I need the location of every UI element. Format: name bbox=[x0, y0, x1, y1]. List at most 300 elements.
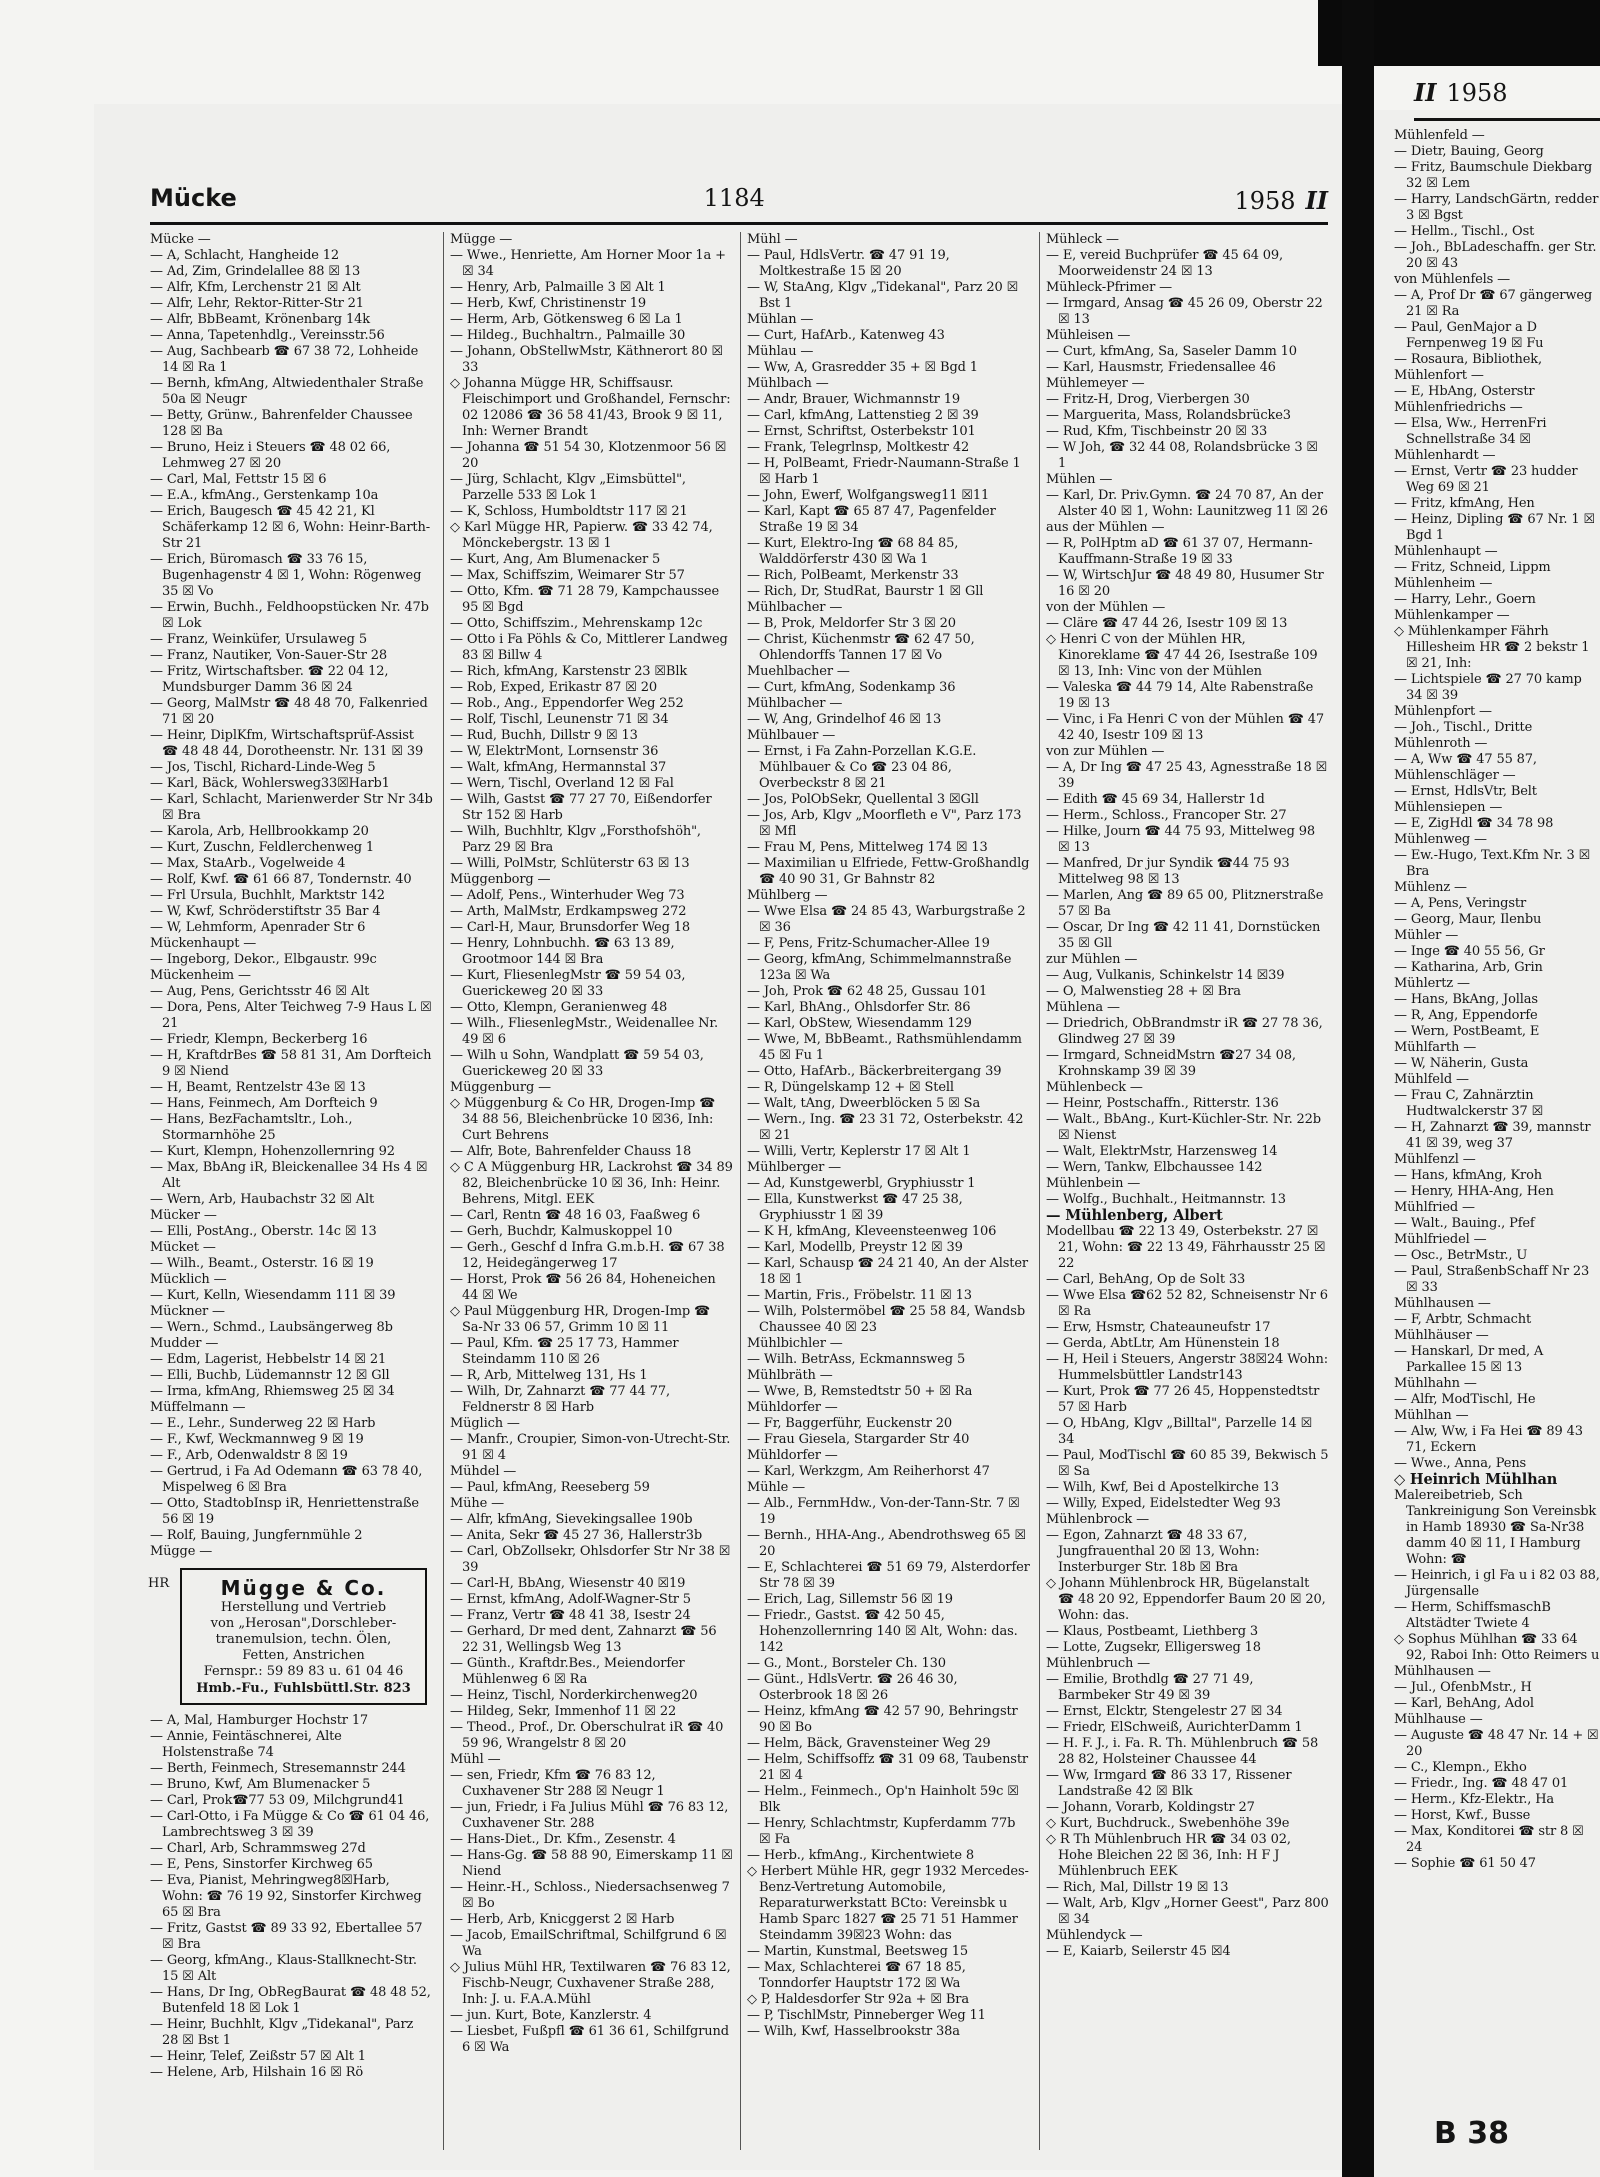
directory-entry: — Dora, Pens, Alter Teichweg 7-9 Haus L ☒ 21 bbox=[150, 1000, 432, 1031]
directory-entry: — Fr, Baggerführ, Euckenstr 20 bbox=[747, 1416, 953, 1431]
directory-entry: — Otto, StadtobInsp iR, Henriettenstraße 56 ☒ 19 bbox=[150, 1496, 419, 1527]
directory-entry: — Rich, PolBeamt, Merkenstr 33 bbox=[747, 568, 959, 583]
directory-entry: — Herb., kfmAng., Kirchentwiete 8 bbox=[747, 1848, 974, 1863]
directory-entry: — Kurt, Klempn, Hohenzollernring 92 bbox=[150, 1144, 395, 1159]
directory-entry: ◇ Paul Müggenburg HR, Drogen-Imp ☎ Sa-Nr 33 06 57, Grimm 10 ☒ 11 bbox=[450, 1304, 711, 1335]
directory-entry: — Bernh, kfmAng, Altwiedenthaler Straße 50a ☒ Neugr bbox=[150, 376, 424, 407]
directory-entry: — Joh, Prok ☎ 62 48 25, Gussau 101 bbox=[747, 984, 988, 999]
directory-entry: — Alfr, Kfm, Lerchenstr 21 ☒ Alt bbox=[150, 280, 361, 295]
directory-entry: — Katharina, Arb, Grin bbox=[1394, 960, 1543, 975]
surname-heading: Mühlbichler — bbox=[747, 1336, 843, 1351]
directory-entry: — Helene, Arb, Hilshain 16 ☒ Rö bbox=[150, 2065, 364, 2080]
directory-entry: — Herb, Arb, Knicggerst 2 ☒ Harb bbox=[450, 1912, 675, 1927]
surname-heading: Mühlfeld — bbox=[1394, 1072, 1469, 1087]
directory-entry: — Günth., Kraftdr.Bes., Meiendorfer Mühlenweg 6 ☒ Ra bbox=[450, 1656, 685, 1687]
advert-line: Herstellung und Vertrieb bbox=[220, 1600, 387, 1615]
directory-entry: — A, Ww ☎ 47 55 87, bbox=[1394, 752, 1537, 767]
surname-heading: Mühlenhardt — bbox=[1394, 448, 1496, 463]
directory-entry: — Johanna ☎ 51 54 30, Klotzenmoor 56 ☒ 20 bbox=[450, 440, 727, 471]
directory-entry: — H, Zahnarzt ☎ 39, mannstr 41 ☒ 39, weg 37 bbox=[1394, 1120, 1591, 1151]
surname-heading: Mühlhausen — bbox=[1394, 1296, 1491, 1311]
column-2 bbox=[443, 232, 733, 2150]
surname-heading: Mühldorfer — bbox=[747, 1400, 838, 1415]
directory-entry: — Erich, Baugesch ☎ 45 42 21, Kl Schäferkamp 12 ☒ 6, Wohn: Heinr-Barth-Str 21 bbox=[150, 504, 430, 551]
directory-entry: — Wilh. BetrAss, Eckmannsweg 5 bbox=[747, 1352, 966, 1367]
directory-entry: — Kurt, Ang, Am Blumenacker 5 bbox=[450, 552, 661, 567]
directory-entry: — Max, Konditorei ☎ str 8 ☒ 24 bbox=[1394, 1824, 1584, 1855]
directory-entry: — Erw, Hsmstr, Chateauneufstr 17 bbox=[1046, 1320, 1271, 1335]
directory-entry: — Günt., HdlsVertr. ☎ 26 46 30, Osterbrook 18 ☒ 26 bbox=[747, 1672, 958, 1703]
column-1 bbox=[150, 232, 433, 2150]
directory-entry: — Rolf, Bauing, Jungfernmühle 2 bbox=[150, 1528, 363, 1543]
directory-entry: — Walt, Arb, Klgv „Horner Geest", Parz 800 ☒ 34 bbox=[1046, 1896, 1329, 1927]
surname-heading: Mühler — bbox=[1394, 928, 1459, 943]
advert-line: Fernspr.: 59 89 83 u. 61 04 46 bbox=[203, 1664, 404, 1679]
directory-entry: ◇ Kurt, Buchdruck., Swebenhöhe 39e bbox=[1046, 1816, 1290, 1831]
directory-entry: — R, Ang, Eppendorfe bbox=[1394, 1008, 1538, 1023]
directory-entry: ◇ Mühlenkamper Fährh Hillesheim HR ☎ 2 bekstr 1 ☒ 21, Inh: bbox=[1394, 624, 1590, 671]
directory-entry: — Alfr, ModTischl, He bbox=[1394, 1392, 1536, 1407]
surname-heading: Mücket — bbox=[150, 1240, 216, 1255]
surname-heading: Mühlfenzl — bbox=[1394, 1152, 1476, 1167]
directory-entry: — Curt, kfmAng, Sodenkamp 36 bbox=[747, 680, 956, 695]
directory-entry: — Fritz, kfmAng, Hen bbox=[1394, 496, 1535, 511]
directory-entry: — P, TischlMstr, Pinneberger Weg 11 bbox=[747, 2008, 986, 2023]
surname-heading: Mühlenbruch — bbox=[1046, 1656, 1151, 1671]
directory-entry: — Manfred, Dr jur Syndik ☎44 75 93 Mittelweg 98 ☒ 13 bbox=[1046, 856, 1290, 887]
directory-entry: — Arth, MalMstr, Erdkampsweg 272 bbox=[450, 904, 687, 919]
directory-entry: — Wwe., Henriette, Am Horner Moor 1a + ☒ 34 bbox=[450, 248, 726, 279]
directory-entry: — Ww, Irmgard ☎ 86 33 17, Rissener Landstraße 42 ☒ Blk bbox=[1046, 1768, 1292, 1799]
directory-entry: — Carl, kfmAng, Lattenstieg 2 ☒ 39 bbox=[747, 408, 979, 423]
column-3 bbox=[740, 232, 1030, 2150]
directory-entry: — Herm, Arb, Götkensweg 6 ☒ La 1 bbox=[450, 312, 683, 327]
surname-heading: Mühlenfort — bbox=[1394, 368, 1484, 383]
surname-heading: Mühle — bbox=[747, 1480, 805, 1495]
directory-entry: — Martin, Kunstmal, Beetsweg 15 bbox=[747, 1944, 968, 1959]
directory-entry: — Adolf, Pens., Winterhuder Weg 73 bbox=[450, 888, 685, 903]
directory-entry: — Valeska ☎ 44 79 14, Alte Rabenstraße 19 ☒ 13 bbox=[1046, 680, 1314, 711]
directory-entry: ◇ Heinrich Mühlhan bbox=[1394, 1471, 1558, 1488]
page-title: Mücke bbox=[150, 184, 237, 212]
directory-entry: — Wilh, Kwf, Hasselbrookstr 38a bbox=[747, 2024, 960, 2039]
surname-heading: Mühlenweg — bbox=[1394, 832, 1487, 847]
directory-entry: — Hans-Diet., Dr. Kfm., Zesenstr. 4 bbox=[450, 1832, 676, 1847]
directory-entry: — F., Arb, Odenwaldstr 8 ☒ 19 bbox=[150, 1448, 348, 1463]
directory-entry: — Elli, Buchb, Lüdemannstr 12 ☒ Gll bbox=[150, 1368, 390, 1383]
directory-entry: — E, Pens, Sinstorfer Kirchweg 65 bbox=[150, 1857, 373, 1872]
directory-entry: — Inge ☎ 40 55 56, Gr bbox=[1394, 944, 1545, 959]
header-rule bbox=[150, 222, 1328, 225]
directory-entry: — Walt, tAng, Dweerblöcken 5 ☒ Sa bbox=[747, 1096, 981, 1111]
directory-entry: — Bruno, Heiz i Steuers ☎ 48 02 66, Lehmweg 27 ☒ 20 bbox=[150, 440, 391, 471]
directory-entry: — Ella, Kunstwerkst ☎ 47 25 38, Gryphiusstr 1 ☒ 39 bbox=[747, 1192, 963, 1223]
surname-heading: Mücke — bbox=[150, 232, 211, 247]
directory-entry: — Fritz, Baumschule Diekbarg 32 ☒ Lem bbox=[1394, 160, 1593, 191]
directory-entry: — Wern, PostBeamt, E bbox=[1394, 1024, 1540, 1039]
directory-entry: — Carl, Rentn ☎ 48 16 03, Faaßweg 6 bbox=[450, 1208, 701, 1223]
surname-heading: Mühe — bbox=[450, 1496, 504, 1511]
surname-heading: zur Mühlen — bbox=[1046, 952, 1138, 967]
directory-entry: — Jos, Arb, Klgv „Moorfleth e V", Parz 173 ☒ Mfl bbox=[747, 808, 1022, 839]
directory-entry: — Ww, A, Grasredder 35 + ☒ Bgd 1 bbox=[747, 360, 978, 375]
directory-entry: — Hans, Feinmech, Am Dorfteich 9 bbox=[150, 1096, 378, 1111]
surname-heading: Muehlbacher — bbox=[747, 664, 850, 679]
directory-entry: — Auguste ☎ 48 47 Nr. 14 + ☒ 20 bbox=[1394, 1728, 1599, 1759]
surname-heading: Mühlenroth — bbox=[1394, 736, 1488, 751]
directory-entry: — Curt, kfmAng, Sa, Saseler Damm 10 bbox=[1046, 344, 1297, 359]
surname-heading: Mückenheim — bbox=[150, 968, 251, 983]
directory-entry: — Gerhard, Dr med dent, Zahnarzt ☎ 56 22 31, Wellingsb Weg 13 bbox=[450, 1624, 717, 1655]
directory-entry: — Hans, BkAng, Jollas bbox=[1394, 992, 1538, 1007]
directory-entry: — Hanskarl, Dr med, A Parkallee 15 ☒ 13 bbox=[1394, 1344, 1544, 1375]
directory-entry: — W, Ang, Grindelhof 46 ☒ 13 bbox=[747, 712, 942, 727]
directory-entry: — K, Schloss, Humboldtstr 117 ☒ 21 bbox=[450, 504, 688, 519]
surname-heading: von der Mühlen — bbox=[1046, 600, 1166, 615]
directory-entry: — E.A., kfmAng., Gerstenkamp 10a bbox=[150, 488, 379, 503]
directory-entry: — Franz, Nautiker, Von-Sauer-Str 28 bbox=[150, 648, 387, 663]
directory-entry: — Joh., Tischl., Dritte bbox=[1394, 720, 1533, 735]
directory-entry: — John, Ewerf, Wolfgangsweg11 ☒11 bbox=[747, 488, 990, 503]
directory-entry: — Osc., BetrMstr., U bbox=[1394, 1248, 1528, 1263]
surname-heading: Mühlenkamper — bbox=[1394, 608, 1510, 623]
directory-entry: — Wwe, B, Remstedtstr 50 + ☒ Ra bbox=[747, 1384, 973, 1399]
directory-entry: — A, Dr Ing ☎ 47 25 43, Agnesstraße 18 ☒ 39 bbox=[1046, 760, 1328, 791]
directory-entry: — Aug, Pens, Gerichtsstr 46 ☒ Alt bbox=[150, 984, 370, 999]
surname-heading: Mügge — bbox=[450, 232, 513, 247]
directory-entry: — W, Lehmform, Apenrader Str 6 bbox=[150, 920, 366, 935]
directory-entry: — Otto, Kfm. ☎ 71 28 79, Kampchaussee 95 ☒ Bgd bbox=[450, 584, 719, 615]
surname-heading: Mühdel — bbox=[450, 1464, 517, 1479]
directory-entry: — Wern., Ing. ☎ 23 31 72, Osterbekstr. 42 ☒ 21 bbox=[747, 1112, 1024, 1143]
surname-heading: Mückner — bbox=[150, 1304, 225, 1319]
directory-entry: — Hans-Gg. ☎ 58 88 90, Eimerskamp 11 ☒ Niend bbox=[450, 1848, 733, 1879]
surname-heading: Mühl — bbox=[450, 1752, 501, 1767]
directory-entry: — Rolf, Tischl, Leunenstr 71 ☒ 34 bbox=[450, 712, 669, 727]
directory-entry: — Maximilian u Elfriede, Fettw-Großhandlg ☎ 40 90 31, Gr Bahnstr 82 bbox=[747, 856, 1030, 887]
directory-entry: — Rich, Mal, Dillstr 19 ☒ 13 bbox=[1046, 1880, 1229, 1895]
surname-heading: Mühlenheim — bbox=[1394, 576, 1493, 591]
directory-entry: — Anita, Sekr ☎ 45 27 36, Hallerstr3b bbox=[450, 1528, 703, 1543]
directory-entry: — E, Kaiarb, Seilerstr 45 ☒4 bbox=[1046, 1944, 1231, 1959]
directory-entry: — Friedr, ElSchweiß, AurichterDamm 1 bbox=[1046, 1720, 1303, 1735]
directory-entry: — Paul, Kfm. ☎ 25 17 73, Hammer Steindamm 110 ☒ 26 bbox=[450, 1336, 679, 1367]
advert-address: Hmb.-Fu., Fuhlsbüttl.Str. 823 bbox=[196, 1681, 411, 1696]
directory-entry: — Max, StaArb., Vogelweide 4 bbox=[150, 856, 346, 871]
directory-entry: — C., Klempn., Ekho bbox=[1394, 1760, 1527, 1775]
directory-entry: — Otto, Schiffszim., Mehrenskamp 12c bbox=[450, 616, 703, 631]
surname-heading: Mühleck-Pfrimer — bbox=[1046, 280, 1172, 295]
directory-entry: — Heinr, Telef, Zeißstr 57 ☒ Alt 1 bbox=[150, 2049, 366, 2064]
directory-entry: — Helm, Bäck, Gravensteiner Weg 29 bbox=[747, 1736, 991, 1751]
directory-entry: — Kurt, Prok ☎ 77 26 45, Hoppenstedtstr 57 ☒ Harb bbox=[1046, 1384, 1320, 1415]
directory-entry: — Jul., OfenbMstr., H bbox=[1394, 1680, 1532, 1695]
surname-heading: Mühlbacher — bbox=[747, 696, 843, 711]
directory-entry: — Harry, Lehr., Goern bbox=[1394, 592, 1536, 607]
directory-entry: — Rob., Ang., Eppendorfer Weg 252 bbox=[450, 696, 684, 711]
directory-entry: — E, Schlachterei ☎ 51 69 79, Alsterdorfer Str 78 ☒ 39 bbox=[747, 1560, 1030, 1591]
surname-heading: Müggenborg — bbox=[450, 872, 551, 887]
surname-heading: Müglich — bbox=[450, 1416, 520, 1431]
directory-entry: — Driedrich, ObBrandmstr iR ☎ 27 78 36, Glindweg 27 ☒ 39 bbox=[1046, 1016, 1323, 1047]
surname-heading: Mühlberger — bbox=[747, 1160, 842, 1175]
directory-entry: ◇ Henri C von der Mühlen HR, Kinoreklame ☎ 47 44 26, Isestraße 109 ☒ 13, Inh: Vinc von der Mühlen bbox=[1046, 632, 1318, 679]
directory-entry: — Herm., Schloss., Francoper Str. 27 bbox=[1046, 808, 1287, 823]
directory-entry: — Henry, HHA-Ang, Hen bbox=[1394, 1184, 1554, 1199]
directory-entry: — Jacob, EmailSchriftmal, Schilfgrund 6 ☒ Wa bbox=[450, 1928, 727, 1959]
signature-mark: B 38 bbox=[1434, 2116, 1510, 2151]
directory-entry: — Heinr.-H., Schloss., Niedersachsenweg 7 ☒ Bo bbox=[450, 1880, 730, 1911]
surname-heading: Mühlensiepen — bbox=[1394, 800, 1503, 815]
directory-entry: — Rud, Kfm, Tischbeinstr 20 ☒ 33 bbox=[1046, 424, 1268, 439]
surname-heading: Mühlenpfort — bbox=[1394, 704, 1492, 719]
directory-entry: — Paul, StraßenbSchaff Nr 23 ☒ 33 bbox=[1394, 1264, 1590, 1295]
directory-entry: — Ad, Zim, Grindelallee 88 ☒ 13 bbox=[150, 264, 361, 279]
directory-entry: — Rosaura, Bibliothek, bbox=[1394, 352, 1542, 367]
directory-entry: — Horst, Kwf., Busse bbox=[1394, 1808, 1531, 1823]
directory-entry: — Anna, Tapetenhdlg., Vereinsstr.56 bbox=[150, 328, 385, 343]
surname-heading: Mühlfriedel — bbox=[1394, 1232, 1487, 1247]
directory-entry: — Vinc, i Fa Henri C von der Mühlen ☎ 47 42 40, Isestr 109 ☒ 13 bbox=[1046, 712, 1324, 743]
surname-heading: Mühl — bbox=[747, 232, 798, 247]
directory-entry: — Georg, kfmAng., Klaus-Stallknecht-Str. 15 ☒ Alt bbox=[150, 1953, 417, 1984]
directory-entry: — Carl-H, Maur, Brunsdorfer Weg 18 bbox=[450, 920, 690, 935]
directory-entry: — Herm., Kfz-Elektr., Ha bbox=[1394, 1792, 1554, 1807]
surname-heading: Mücker — bbox=[150, 1208, 217, 1223]
directory-entry: — Eva, Pianist, Mehringweg8☒Harb, Wohn: ☎ 76 19 92, Sinstorfer Kirchweg 65 ☒ Bra bbox=[150, 1873, 422, 1920]
directory-entry: — Karl, BehAng, Adol bbox=[1394, 1696, 1534, 1711]
directory-entry: — Charl, Arb, Schrammsweg 27d bbox=[150, 1841, 366, 1856]
page-header bbox=[150, 176, 1328, 220]
directory-entry: — Wilh, Gastst ☎ 77 27 70, Eißendorfer Str 152 ☒ Harb bbox=[450, 792, 712, 823]
directory-entry: — Ernst, HdlsVtr, Belt bbox=[1394, 784, 1537, 799]
directory-entry: — Betty, Grünw., Bahrenfelder Chaussee 128 ☒ Ba bbox=[150, 408, 413, 439]
advert-hr-label: HR bbox=[148, 1576, 170, 1591]
directory-entry: — A, Pens, Veringstr bbox=[1394, 896, 1527, 911]
surname-heading: Mühlendyck — bbox=[1046, 1928, 1143, 1943]
directory-entry: — W, StaAng, Klgv „Tidekanal", Parz 20 ☒ Bst 1 bbox=[747, 280, 1019, 311]
directory-entry: — Horst, Prok ☎ 56 26 84, Hoheneichen 44 ☒ We bbox=[450, 1272, 716, 1303]
directory-entry: — Hilke, Journ ☎ 44 75 93, Mittelweg 98 ☒ 13 bbox=[1046, 824, 1315, 855]
surname-heading: Mühlertz — bbox=[1394, 976, 1470, 991]
directory-entry: — Rolf, Kwf. ☎ 61 66 87, Tondernstr. 40 bbox=[150, 872, 412, 887]
directory-entry: — Aug, Vulkanis, Schinkelstr 14 ☒39 bbox=[1046, 968, 1285, 983]
directory-entry: — Wwe, M, BbBeamt., Rathsmühlendamm 45 ☒ Fu 1 bbox=[747, 1032, 1022, 1063]
directory-entry: — Henry, Lohnbuchh. ☎ 63 13 89, Grootmoor 144 ☒ Bra bbox=[450, 936, 675, 967]
directory-entry: — Friedr, Klempn, Beckerberg 16 bbox=[150, 1032, 368, 1047]
directory-entry: — Hans, BezFachamtsltr., Loh., Stormarnhöhe 25 bbox=[150, 1112, 353, 1143]
directory-entry: — R, PolHptm aD ☎ 61 37 07, Hermann-Kauffmann-Straße 19 ☒ 33 bbox=[1046, 536, 1313, 567]
directory-entry: — Karl, Bäck, Wohlersweg33☒Harb1 bbox=[150, 776, 390, 791]
directory-entry: — Ew.-Hugo, Text.Kfm Nr. 3 ☒ Bra bbox=[1394, 848, 1591, 879]
directory-entry: — Carl, Prok☎77 53 09, Milchgrund41 bbox=[150, 1793, 405, 1808]
directory-entry: — Wern, Arb, Haubachstr 32 ☒ Alt bbox=[150, 1192, 375, 1207]
directory-entry: — Irma, kfmAng, Rhiemsweg 25 ☒ 34 bbox=[150, 1384, 395, 1399]
directory-entry: — R, Arb, Mittelweg 131, Hs 1 bbox=[450, 1368, 648, 1383]
directory-entry: — Jürg, Schlacht, Klgv „Eimsbüttel", Parzelle 533 ☒ Lok 1 bbox=[450, 472, 686, 503]
page-volume: II bbox=[1305, 186, 1328, 215]
surname-heading: Mühleck — bbox=[1046, 232, 1119, 247]
surname-heading: Mühlhause — bbox=[1394, 1712, 1483, 1727]
surname-heading: Müffelmann — bbox=[150, 1400, 246, 1415]
surname-heading: Mühlenfriedrichs — bbox=[1394, 400, 1523, 415]
directory-entry: ◇ R Th Mühlenbruch HR ☎ 34 03 02, Hohe Bleichen 22 ☒ 36, Inh: H F J Mühlenbruch EEK bbox=[1046, 1832, 1291, 1879]
directory-entry: — Hildeg., Buchhaltrn., Palmaille 30 bbox=[450, 328, 686, 343]
directory-entry: — Egon, Zahnarzt ☎ 48 33 67, Jungfrauenthal 20 ☒ 13, Wohn: Insterburger Str. 18b ☒ Bra bbox=[1046, 1528, 1260, 1575]
directory-entry: — H, Beamt, Rentzelstr 43e ☒ 13 bbox=[150, 1080, 366, 1095]
surname-heading: Mühleisen — bbox=[1046, 328, 1131, 343]
surname-heading: Mühldorfer — bbox=[747, 1448, 838, 1463]
directory-entry: — Hellm., Tischl., Ost bbox=[1394, 224, 1535, 239]
directory-entry: — Heinr, Buchhlt, Klgv „Tidekanal", Parz 28 ☒ Bst 1 bbox=[150, 2017, 414, 2048]
directory-entry: — Willy, Exped, Eidelstedter Weg 93 bbox=[1046, 1496, 1281, 1511]
directory-entry: — Henry, Schlachtmstr, Kupferdamm 77b ☒ Fa bbox=[747, 1816, 1016, 1847]
directory-entry: — A, Schlacht, Hangheide 12 bbox=[150, 248, 340, 263]
directory-entry: — Klaus, Postbeamt, Liethberg 3 bbox=[1046, 1624, 1258, 1639]
directory-entry: — Irmgard, Ansag ☎ 45 26 09, Oberstr 22 ☒ 13 bbox=[1046, 296, 1323, 327]
directory-entry: ◇ Sophus Mühlhan ☎ 33 64 92, Raboi Inh: Otto Reimers u bbox=[1394, 1632, 1600, 1663]
directory-entry: — Oscar, Dr Ing ☎ 42 11 41, Dornstücken 35 ☒ Gll bbox=[1046, 920, 1321, 951]
directory-entry: — Alb., FernmHdw., Von-der-Tann-Str. 7 ☒ 19 bbox=[747, 1496, 1020, 1527]
directory-entry: — Sophie ☎ 61 50 47 bbox=[1394, 1856, 1536, 1871]
directory-entry: — Wilh, Dr, Zahnarzt ☎ 77 44 77, Feldnerstr 8 ☒ Harb bbox=[450, 1384, 670, 1415]
right-page-header bbox=[1414, 78, 1508, 107]
advert-line: von „Herosan",Dorschleber- bbox=[210, 1616, 397, 1631]
directory-entry: — Lichtspiele ☎ 27 70 kamp 34 ☒ 39 bbox=[1394, 672, 1582, 703]
directory-entry: — Wilh., Beamt., Osterstr. 16 ☒ 19 bbox=[150, 1256, 374, 1271]
directory-entry: — E., Lehr., Sunderweg 22 ☒ Harb bbox=[150, 1416, 376, 1431]
directory-entry: — Karl, Werkzgm, Am Reiherhorst 47 bbox=[747, 1464, 990, 1479]
directory-entry: — Liesbet, Fußpfl ☎ 61 36 61, Schilfgrund 6 ☒ Wa bbox=[450, 2024, 729, 2055]
directory-entry: — Karl, Dr. Priv.Gymn. ☎ 24 70 87, An der Alster 40 ☒ 1, Wohn: Launitzweg 11 ☒ 26 bbox=[1046, 488, 1328, 519]
directory-entry: — Alfr, Lehr, Rektor-Ritter-Str 21 bbox=[150, 296, 364, 311]
directory-entry: — Georg, Maur, Ilenbu bbox=[1394, 912, 1542, 927]
directory-entry: ◇ Herbert Mühle HR, gegr 1932 Mercedes-Benz-Vertretung Automobile, Reparaturwerkstatt BCto: Vereinsbk u Hamb Sparc 1827 ☎ 25 71 51 Hammer Steindamm 39☒23 Wohn: das bbox=[747, 1864, 1029, 1943]
directory-entry: — Marguerita, Mass, Rolandsbrücke3 bbox=[1046, 408, 1291, 423]
directory-entry: — Kurt, Kelln, Wiesendamm 111 ☒ 39 bbox=[150, 1288, 396, 1303]
directory-entry: — H. F. J., i. Fa. R. Th. Mühlenbruch ☎ 58 28 82, Holsteiner Chaussee 44 bbox=[1046, 1736, 1319, 1767]
directory-entry: Modellbau ☎ 22 13 49, Osterbekstr. 27 ☒ 21, Wohn: ☎ 22 13 49, Fährhausstr 25 ☒ 22 bbox=[1046, 1224, 1326, 1271]
surname-heading: Mügge — bbox=[150, 1544, 213, 1559]
directory-entry: — Manfr., Croupier, Simon-von-Utrecht-Str. 91 ☒ 4 bbox=[450, 1432, 731, 1463]
directory-entry: — Edm, Lagerist, Hebbelstr 14 ☒ 21 bbox=[150, 1352, 387, 1367]
right-column bbox=[1394, 128, 1600, 2157]
directory-entry: — Rob, Exped, Erikastr 87 ☒ 20 bbox=[450, 680, 657, 695]
directory-entry: — Willi, PolMstr, Schlüterstr 63 ☒ 13 bbox=[450, 856, 690, 871]
directory-entry: — Annie, Feintäschnerei, Alte Holstenstraße 74 bbox=[150, 1729, 342, 1760]
directory-entry: — Wern., Schmd., Laubsängerweg 8b bbox=[150, 1320, 393, 1335]
directory-entry: — Kurt, FliesenlegMstr ☎ 59 54 03, Guerickeweg 20 ☒ 33 bbox=[450, 968, 686, 999]
directory-entry: — W Joh, ☎ 32 44 08, Rolandsbrücke 3 ☒ 1 bbox=[1046, 440, 1318, 471]
right-page-year: 1958 bbox=[1446, 79, 1508, 107]
surname-heading: Mühlau — bbox=[747, 344, 814, 359]
directory-entry: — Curt, HafArb., Katenweg 43 bbox=[747, 328, 945, 343]
directory-entry: — Ingeborg, Dekor., Elbgaustr. 99c bbox=[150, 952, 377, 967]
directory-entry: — Karola, Arb, Hellbrookkamp 20 bbox=[150, 824, 369, 839]
directory-entry: — Dietr, Bauing, Georg bbox=[1394, 144, 1544, 159]
surname-heading: Mückenhaupt — bbox=[150, 936, 257, 951]
directory-entry: ◇ Julius Mühl HR, Textilwaren ☎ 76 83 12, Fischb-Neugr, Cuxhavener Straße 288, Inh: J. u. F.A.A.Mühl bbox=[450, 1960, 731, 2007]
directory-entry: — E, ZigHdl ☎ 34 78 98 bbox=[1394, 816, 1554, 831]
directory-entry: — Edith ☎ 45 69 34, Hallerstr 1d bbox=[1046, 792, 1265, 807]
directory-entry: — Ernst, Elcktr, Stengelestr 27 ☒ 34 bbox=[1046, 1704, 1283, 1719]
directory-entry: — Wilh u Sohn, Wandplatt ☎ 59 54 03, Guerickeweg 20 ☒ 33 bbox=[450, 1048, 704, 1079]
directory-entry: — Walt., BbAng., Kurt-Küchler-Str. Nr. 22b ☒ Nienst bbox=[1046, 1112, 1321, 1143]
surname-heading: Mühlbach — bbox=[747, 376, 829, 391]
directory-entry: — Alfr, kfmAng, Sievekingsallee 190b bbox=[450, 1512, 693, 1527]
directory-entry: — Otto i Fa Pöhls & Co, Mittlerer Landweg 83 ☒ Billw 4 bbox=[450, 632, 728, 663]
directory-entry: — Carl-H, BbAng, Wiesenstr 40 ☒19 bbox=[450, 1576, 686, 1591]
directory-entry: — Wern, Tankw, Elbchaussee 142 bbox=[1046, 1160, 1263, 1175]
directory-entry: — Herm, SchiffsmaschB Altstädter Twiete 4 bbox=[1394, 1600, 1551, 1631]
directory-entry: — Hans, Dr Ing, ObRegBaurat ☎ 48 48 52, Butenfeld 18 ☒ Lok 1 bbox=[150, 1985, 431, 2016]
directory-entry: — Berth, Feinmech, Stresemannstr 244 bbox=[150, 1761, 406, 1776]
directory-entry: — Max, Schlachterei ☎ 67 18 85, Tonndorfer Hauptstr 172 ☒ Wa bbox=[747, 1960, 966, 1991]
directory-entry: — Jos, PolObSekr, Quellental 3 ☒Gll bbox=[747, 792, 979, 807]
directory-entry: — Wwe Elsa ☎ 24 85 43, Warburgstraße 2 ☒ 36 bbox=[747, 904, 1026, 935]
directory-entry: — Max, BbAng iR, Bleickenallee 34 Hs 4 ☒ Alt bbox=[150, 1160, 428, 1191]
directory-entry: — jun, Friedr, i Fa Julius Mühl ☎ 76 83 12, Cuxhavener Str. 288 bbox=[450, 1800, 729, 1831]
directory-entry: — Alfr, Bote, Bahrenfelder Chauss 18 bbox=[450, 1144, 692, 1159]
directory-entry: — Emilie, Brothdlg ☎ 27 71 49, Barmbeker Str 49 ☒ 39 bbox=[1046, 1672, 1254, 1703]
directory-entry: — Ad, Kunstgewerbl, Gryphiusstr 1 bbox=[747, 1176, 976, 1191]
surname-heading: Mühlenbeck — bbox=[1046, 1080, 1143, 1095]
directory-entry: — Bruno, Kwf, Am Blumenacker 5 bbox=[150, 1777, 371, 1792]
directory-entry: — Martin, Fris., Fröbelstr. 11 ☒ 13 bbox=[747, 1288, 972, 1303]
directory-entry: — Willi, Vertr, Keplerstr 17 ☒ Alt 1 bbox=[747, 1144, 971, 1159]
directory-entry: — Wolfg., Buchhalt., Heitmannstr. 13 bbox=[1046, 1192, 1286, 1207]
directory-entry: — Ernst, Schriftst, Osterbekstr 101 bbox=[747, 424, 976, 439]
directory-entry: — Karl, Schausp ☎ 24 21 40, An der Alster 18 ☒ 1 bbox=[747, 1256, 1028, 1287]
directory-entry: — Frau Giesela, Stargarder Str 40 bbox=[747, 1432, 970, 1447]
directory-entry: ◇ P, Haldesdorfer Str 92a + ☒ Bra bbox=[747, 1992, 969, 2007]
directory-entry: — G., Mont., Borsteler Ch. 130 bbox=[747, 1656, 946, 1671]
directory-page-left bbox=[94, 104, 1358, 2170]
directory-entry: — Carl-Otto, i Fa Mügge & Co ☎ 61 04 46, Lambrechtsweg 3 ☒ 39 bbox=[150, 1809, 430, 1840]
directory-entry: — Harry, LandschGärtn, redder 3 ☒ Bgst bbox=[1394, 192, 1599, 223]
directory-entry: — F, Pens, Fritz-Schumacher-Allee 19 bbox=[747, 936, 990, 951]
directory-entry: — Karl, Modellb, Preystr 12 ☒ 39 bbox=[747, 1240, 963, 1255]
directory-entry: — Franz, Vertr ☎ 48 41 38, Isestr 24 bbox=[450, 1608, 691, 1623]
directory-entry: ◇ Müggenburg & Co HR, Drogen-Imp ☎ 34 88 56, Bleichenbrücke 10 ☒36, Inh: Curt Behrens bbox=[450, 1096, 716, 1143]
directory-entry: — Wilh, Kwf, Bei d Apostelkirche 13 bbox=[1046, 1480, 1279, 1495]
directory-entry: — Heinz, Dipling ☎ 67 Nr. 1 ☒ Bgd 1 bbox=[1394, 512, 1595, 543]
entry-columns bbox=[150, 232, 1328, 2150]
directory-entry: — Aug, Sachbearb ☎ 67 38 72, Lohheide 14 ☒ Ra 1 bbox=[150, 344, 419, 375]
directory-entry: — O, HbAng, Klgv „Billtal", Parzelle 14 ☒ 34 bbox=[1046, 1416, 1313, 1447]
directory-entry: — Erich, Lag, Sillemstr 56 ☒ 19 bbox=[747, 1592, 953, 1607]
surname-heading: Mühlhäuser — bbox=[1394, 1328, 1489, 1343]
directory-entry: — Mühlenberg, Albert bbox=[1046, 1207, 1223, 1224]
surname-heading: Mühlhahn — bbox=[1394, 1376, 1477, 1391]
directory-entry: — Heinz, Tischl, Norderkirchenweg20 bbox=[450, 1688, 698, 1703]
directory-entry: — W, WirtschJur ☎ 48 49 80, Husumer Str 16 ☒ 20 bbox=[1046, 568, 1324, 599]
right-page-volume: II bbox=[1414, 78, 1437, 107]
directory-entry: — Kurt, Zuschn, Feldlerchenweg 1 bbox=[150, 840, 375, 855]
directory-entry: — Frau C, Zahnärztin Hudtwalckerstr 37 ☒ bbox=[1394, 1088, 1544, 1119]
directory-entry: — Carl, Mal, Fettstr 15 ☒ 6 bbox=[150, 472, 327, 487]
directory-entry: — Alw, Ww, i Fa Hei ☎ 89 43 71, Eckern bbox=[1394, 1424, 1583, 1455]
directory-entry: — Wern, Tischl, Overland 12 ☒ Fal bbox=[450, 776, 674, 791]
directory-entry: — Marlen, Ang ☎ 89 65 00, Plitznerstraße 57 ☒ Ba bbox=[1046, 888, 1324, 919]
directory-entry: — Heinz, kfmAng ☎ 42 57 90, Behringstr 90 ☒ Bo bbox=[747, 1704, 1018, 1735]
directory-entry: — Ernst, i Fa Zahn-Porzellan K.G.E. Mühlbauer & Co ☎ 23 04 86, Overbeckstr 8 ☒ 21 bbox=[747, 744, 977, 791]
directory-entry: — Theod., Prof., Dr. Oberschulrat iR ☎ 40 59 96, Wrangelstr 8 ☒ 20 bbox=[450, 1720, 724, 1751]
book-gutter bbox=[1342, 0, 1374, 2177]
directory-entry: — O, Malwenstieg 28 + ☒ Bra bbox=[1046, 984, 1241, 999]
surname-heading: Mühlbräth — bbox=[747, 1368, 833, 1383]
surname-heading: Mühlenhaupt — bbox=[1394, 544, 1498, 559]
